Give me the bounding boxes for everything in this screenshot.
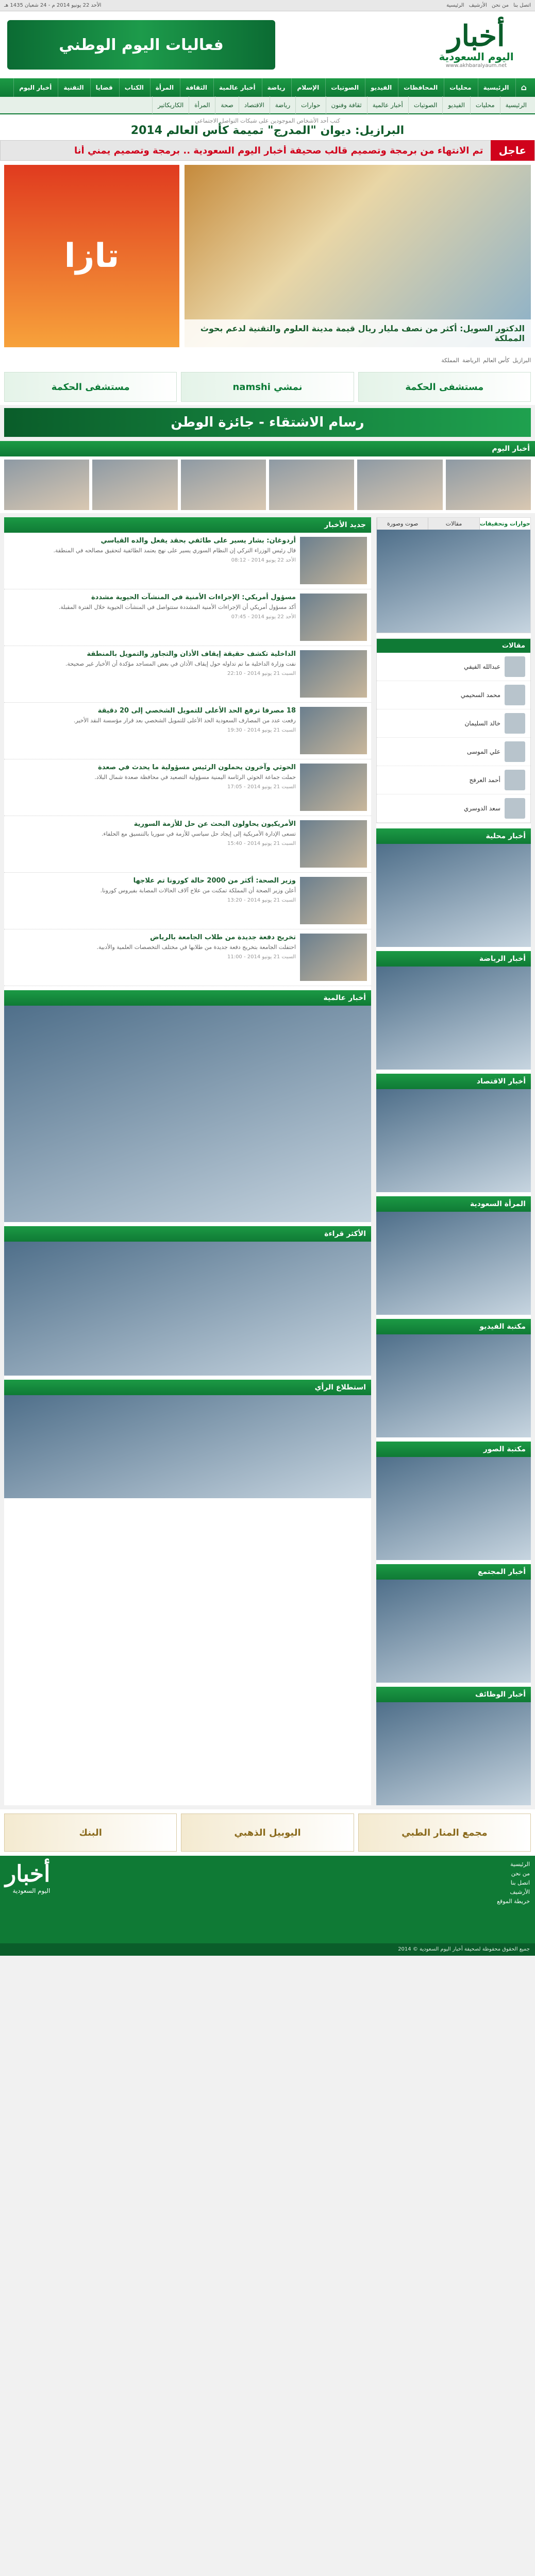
photo-strip bbox=[0, 456, 535, 513]
nav-item[interactable]: الثقافة bbox=[180, 78, 212, 97]
news-title[interactable]: الداخلية تكشف حقيقة إيقاف الأذان والتجاوز والتمويل بالمنطقة bbox=[87, 650, 296, 658]
section-header-photo-lib: مكتبة الصور bbox=[376, 1442, 531, 1457]
main-column bbox=[4, 517, 371, 1805]
nav-item[interactable]: المحافظات bbox=[398, 78, 443, 97]
writer-row[interactable] bbox=[377, 653, 530, 681]
section-header-jobs: أخبار الوظائف bbox=[376, 1687, 531, 1702]
headline-title[interactable]: البرازيل: ديوان "المدرج" تميمة كأس العالم 2014 bbox=[130, 124, 405, 137]
sidebar-feature-image[interactable] bbox=[377, 530, 530, 633]
writer-row[interactable] bbox=[377, 709, 530, 738]
writer-name: علي الموسى bbox=[466, 748, 500, 755]
section-header-latest: جديد الأخبار bbox=[4, 517, 371, 533]
avatar bbox=[505, 685, 525, 705]
women-image[interactable] bbox=[376, 1212, 531, 1315]
thumb-label[interactable]: المملكة bbox=[441, 357, 460, 364]
news-meta: السبت 21 يونيو 2014 - 17:05 bbox=[227, 784, 296, 790]
nav-item[interactable]: محليات bbox=[444, 78, 476, 97]
news-thumb[interactable] bbox=[300, 650, 367, 698]
headline-strip bbox=[0, 114, 535, 140]
news-thumb[interactable] bbox=[300, 934, 367, 981]
top-link-4[interactable]: الرئيسية bbox=[446, 3, 464, 8]
news-desc: أكد مسؤول أمريكي أن الإجراءات الأمنية المشددة ستتواصل في المنشآت الحيوية خلال الفترة المقبلة. bbox=[58, 604, 296, 611]
nav-item[interactable]: الفيديو bbox=[365, 78, 397, 97]
sports-image[interactable] bbox=[376, 967, 531, 1070]
ad-banner[interactable]: مستشفى الحكمة bbox=[4, 372, 177, 402]
footer-link[interactable]: الأرشيف bbox=[510, 1889, 530, 1895]
news-thumb[interactable] bbox=[300, 707, 367, 754]
photo-thumb[interactable] bbox=[446, 460, 531, 510]
tab-dialogues[interactable]: حوارات وتحقيقات bbox=[479, 518, 530, 530]
nav-item[interactable]: المرأة bbox=[150, 78, 179, 97]
thumb-label[interactable]: الرياضة bbox=[462, 357, 480, 364]
section-header-world: أخبار عالمية bbox=[4, 990, 371, 1006]
sidebar-tabs bbox=[377, 518, 530, 530]
nav-item[interactable]: الصوتيات bbox=[325, 78, 364, 97]
hero-ad[interactable]: تازا bbox=[4, 165, 179, 347]
site-logo[interactable] bbox=[425, 19, 528, 69]
news-meta: السبت 21 يونيو 2014 - 15:40 bbox=[227, 840, 296, 846]
ad-wide-banner[interactable]: رسام الاشتقاء - جائزة الوطن bbox=[4, 408, 531, 437]
poll-box[interactable] bbox=[4, 1395, 371, 1498]
news-desc: حملت جماعة الحوثي الرئاسة اليمنية مسؤولية التصعيد في محافظة صعدة شمال البلاد. bbox=[94, 774, 296, 781]
news-title[interactable]: 18 مصرفا ترفع الحد الأعلى للتمويل الشخصي إلى 20 دقيقة bbox=[97, 707, 296, 715]
subnav-item[interactable]: حوارات bbox=[295, 96, 325, 114]
hero-section bbox=[0, 161, 535, 351]
section-header-economy: أخبار الاقتصاد bbox=[376, 1074, 531, 1089]
nav-item[interactable]: الرئيسية bbox=[478, 78, 514, 97]
list-item[interactable] bbox=[4, 703, 371, 759]
news-title[interactable]: مسؤول أمريكي: الإجراءات الأمنية في المنشآت الحيوية مشددة bbox=[91, 594, 296, 601]
writer-name: سعد الدوسري bbox=[463, 805, 500, 812]
subnav-item[interactable]: الاقتصاد bbox=[239, 96, 270, 114]
nav-item[interactable]: أخبار عالمية bbox=[213, 78, 261, 97]
writer-name: عبدالله الفيفي bbox=[463, 663, 500, 670]
logo-url: www.akhbaralyaum.net bbox=[445, 62, 507, 69]
news-meta: السبت 21 يونيو 2014 - 22:10 bbox=[227, 670, 296, 676]
news-meta: السبت 21 يونيو 2014 - 11:00 bbox=[227, 954, 296, 960]
footer-link[interactable]: الرئيسية bbox=[510, 1861, 530, 1868]
news-desc: أعلن وزير الصحة أن المملكة تمكنت من علاج آلاف الحالات المصابة بفيروس كورونا. bbox=[100, 887, 296, 894]
news-desc: تسعى الإدارة الأمريكية إلى إيجاد حل سياسي للأزمة في سوريا بالتنسيق مع الحلفاء. bbox=[101, 831, 296, 837]
subnav-item[interactable]: الرئيسية bbox=[500, 96, 532, 114]
top-links bbox=[443, 3, 531, 8]
writers-box bbox=[376, 638, 531, 823]
nav-item[interactable]: الكتاب bbox=[119, 78, 149, 97]
world-image[interactable] bbox=[4, 1006, 371, 1222]
nav-item[interactable]: التقنية bbox=[58, 78, 89, 97]
top-link-2[interactable]: من نحن bbox=[491, 3, 509, 8]
footer-link[interactable]: خريطة الموقع bbox=[497, 1898, 530, 1905]
photo-thumb[interactable] bbox=[4, 460, 89, 510]
section-header-most-read: الأكثر قراءة bbox=[4, 1226, 371, 1242]
header bbox=[0, 11, 535, 78]
news-meta: السبت 21 يونيو 2014 - 19:30 bbox=[227, 727, 296, 733]
list-item[interactable] bbox=[4, 929, 371, 986]
primary-nav bbox=[0, 78, 535, 97]
news-desc: احتفلت الجامعة بتخريج دفعة جديدة من طلابها في مختلف التخصصات العلمية والأدبية. bbox=[96, 944, 296, 951]
footer-links bbox=[497, 1861, 530, 1938]
section-header-poll: استطلاع الرأي bbox=[4, 1380, 371, 1395]
news-thumb[interactable] bbox=[300, 877, 367, 924]
footer-logo-title: أخبار bbox=[5, 1861, 51, 1887]
avatar bbox=[505, 798, 525, 819]
urgent-ticker bbox=[0, 140, 535, 161]
news-meta: الأحد 22 يونيو 2014 - 07:45 bbox=[231, 614, 296, 620]
date-text: الأحد 22 يونيو 2014 م - 24 شعبان 1435 هـ bbox=[4, 3, 102, 8]
subnav-item[interactable]: رياضة bbox=[270, 96, 295, 114]
list-item[interactable] bbox=[4, 759, 371, 816]
ad-banner[interactable]: نمشي namshi bbox=[181, 372, 354, 402]
news-thumb[interactable] bbox=[300, 820, 367, 868]
footer-link[interactable]: اتصل بنا bbox=[510, 1879, 530, 1886]
news-desc: رفعت عدد من المصارف السعودية الحد الأعلى للتمويل الشخصي بعد قرار مؤسسة النقد الأخير. bbox=[73, 717, 296, 724]
news-desc: نفت وزارة الداخلية ما تم تداوله حول إيقاف الأذان في بعض المساجد مؤكدة أن الأخبار غير صحيحة. bbox=[65, 660, 296, 667]
section-header-photos: أخبار اليوم bbox=[0, 441, 535, 456]
subnav-item[interactable]: أخبار عالمية bbox=[367, 96, 408, 114]
top-link-3[interactable]: الأرشيف bbox=[469, 3, 487, 8]
footer-ads bbox=[0, 1809, 535, 1856]
society-image[interactable] bbox=[376, 1580, 531, 1683]
footer-logo-sub: اليوم السعودية bbox=[12, 1887, 51, 1894]
thumb-label[interactable]: البرازيل bbox=[512, 357, 531, 364]
list-item[interactable] bbox=[4, 816, 371, 873]
writer-name: محمد السحيمي bbox=[460, 691, 500, 699]
news-title[interactable]: وزير الصحة: أكثر من 2000 حالة كورونا تم علاجها bbox=[133, 877, 296, 885]
sidebar bbox=[376, 517, 531, 1805]
copyright-bar: جميع الحقوق محفوظة لصحيفة أخبار اليوم السعودية © 2014 bbox=[0, 1943, 535, 1956]
section-header-society: أخبار المجتمع bbox=[376, 1564, 531, 1580]
economy-image[interactable] bbox=[376, 1089, 531, 1192]
jobs-image[interactable] bbox=[376, 1702, 531, 1805]
subnav-item[interactable]: الفيديو bbox=[442, 96, 470, 114]
list-item[interactable] bbox=[4, 589, 371, 646]
avatar bbox=[505, 770, 525, 790]
logo-subtitle: اليوم السعودية bbox=[439, 50, 514, 63]
list-item[interactable] bbox=[4, 533, 371, 589]
avatar bbox=[505, 656, 525, 677]
writer-row[interactable] bbox=[377, 766, 530, 794]
list-item[interactable] bbox=[4, 873, 371, 929]
news-title[interactable]: أردوغان: بشار يسير على طائفي بحقد يفعل والده القياسي bbox=[101, 537, 296, 545]
subnav-item[interactable]: الكاريكاتير bbox=[152, 96, 189, 114]
articles-box bbox=[376, 517, 531, 633]
nav-item[interactable]: الإسلام bbox=[291, 78, 324, 97]
section-header-women: المرأة السعودية bbox=[376, 1196, 531, 1212]
section-header-local: أخبار محلية bbox=[376, 828, 531, 844]
nav-item[interactable]: رياضة bbox=[262, 78, 291, 97]
headline-kicker: كتب أحد الأشخاص الموجودين على شبكات التواصل الاجتماعي bbox=[195, 117, 340, 124]
top-bar bbox=[0, 0, 535, 11]
footer-link[interactable]: من نحن bbox=[511, 1870, 530, 1877]
most-read-image[interactable] bbox=[4, 1242, 371, 1376]
hero-image[interactable] bbox=[185, 165, 531, 347]
content-columns bbox=[0, 513, 535, 1809]
subnav-item[interactable]: ثقافة وفنون bbox=[326, 96, 367, 114]
nav-item[interactable]: أخبار اليوم bbox=[13, 78, 57, 97]
subnav-item[interactable]: المرأة bbox=[189, 96, 215, 114]
footer-ad[interactable]: مجمع المنار الطبي bbox=[358, 1814, 531, 1852]
video-image[interactable] bbox=[376, 1334, 531, 1437]
ad-banner[interactable]: مستشفى الحكمة bbox=[358, 372, 531, 402]
photo-thumb[interactable] bbox=[357, 460, 442, 510]
hero-caption[interactable]: الدكتور السويل: أكثر من نصف مليار ريال قيمة مدينة العلوم والتقنية لدعم بحوث المملكة bbox=[185, 319, 531, 347]
list-item[interactable] bbox=[4, 646, 371, 703]
subnav-item[interactable]: محليات bbox=[470, 96, 500, 114]
photo-lib-image[interactable] bbox=[376, 1457, 531, 1560]
writer-row[interactable] bbox=[377, 794, 530, 823]
tab-articles[interactable]: مقالات bbox=[428, 518, 479, 530]
tab-media[interactable]: صوت وصورة bbox=[377, 518, 428, 530]
footer-ad[interactable]: اليوبيل الذهبي bbox=[181, 1814, 354, 1852]
home-icon[interactable]: ⌂ bbox=[515, 78, 532, 97]
avatar bbox=[505, 741, 525, 762]
thumb-label[interactable]: كأس العالم bbox=[483, 357, 510, 364]
news-thumb[interactable] bbox=[300, 537, 367, 584]
photo-thumb[interactable] bbox=[181, 460, 266, 510]
news-thumb[interactable] bbox=[300, 594, 367, 641]
news-desc: قال رئيس الوزراء التركي إن النظام السوري يسير على نهج يعتمد الطائفية لتحقيق مصالحه في المنطقة. bbox=[53, 547, 296, 554]
news-title[interactable]: تخريج دفعة جديدة من طلاب الجامعة بالرياض bbox=[150, 934, 296, 941]
news-meta: السبت 21 يونيو 2014 - 13:20 bbox=[227, 897, 296, 903]
nav-item[interactable]: قضايا bbox=[90, 78, 118, 97]
secondary-nav bbox=[0, 97, 535, 114]
hero-thumbnails bbox=[0, 351, 535, 369]
top-link-1[interactable]: اتصل بنا bbox=[513, 3, 531, 8]
ad-row bbox=[0, 369, 535, 405]
photo-thumb[interactable] bbox=[269, 460, 354, 510]
subnav-item[interactable]: الصوتيات bbox=[408, 96, 443, 114]
news-title[interactable]: الحوثي وآخرون يحملون الرئيس مسؤولية ما يحدث في صعدة bbox=[98, 764, 296, 771]
footer-ad[interactable]: البنك bbox=[4, 1814, 177, 1852]
logo-title: أخبار bbox=[447, 19, 505, 53]
urgent-text[interactable]: تم الانتهاء من برمجة وتصميم قالب صحيفة أخبار اليوم السعودية .. برمجة وتصميم يمني أنا bbox=[74, 145, 483, 156]
local-image[interactable] bbox=[376, 844, 531, 947]
section-header-video: مكتبة الفيديو bbox=[376, 1319, 531, 1334]
section-header-sports: أخبار الرياضة bbox=[376, 951, 531, 967]
news-thumb[interactable] bbox=[300, 764, 367, 811]
header-banner[interactable]: فعاليات اليوم الوطني bbox=[7, 20, 275, 70]
footer bbox=[0, 1856, 535, 1943]
writers-header: مقالات bbox=[377, 639, 530, 653]
urgent-label: عاجل bbox=[491, 140, 534, 161]
avatar bbox=[505, 713, 525, 734]
subnav-item[interactable]: صحة bbox=[215, 96, 238, 114]
writer-row[interactable] bbox=[377, 681, 530, 709]
footer-logo[interactable] bbox=[5, 1861, 50, 1938]
news-title[interactable]: الأمريكيون يحاولون البحث عن حل للأزمة السورية bbox=[133, 820, 296, 828]
writer-name: خالد السليمان bbox=[464, 720, 500, 727]
writer-name: أحمد العرفج bbox=[469, 776, 500, 784]
writer-row[interactable] bbox=[377, 738, 530, 766]
news-meta: الأحد 22 يونيو 2014 - 08:12 bbox=[231, 557, 296, 563]
photo-thumb[interactable] bbox=[92, 460, 177, 510]
